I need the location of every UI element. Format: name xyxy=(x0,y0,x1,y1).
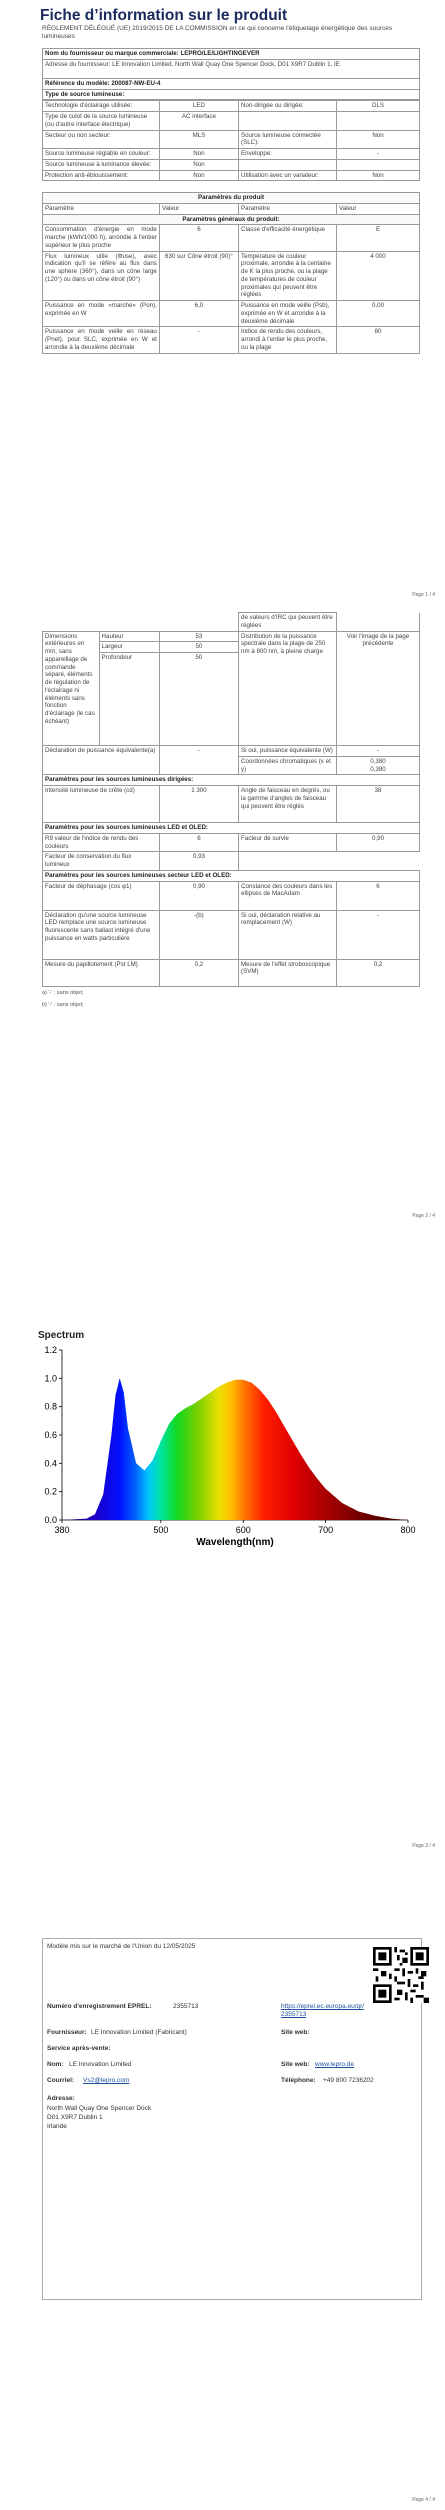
col-param-1: Paramètre xyxy=(43,203,160,214)
type-param-value: Non xyxy=(159,159,238,170)
type-param-label: Type de culot de la source lumineuse (ou d'autre interface électrique) xyxy=(43,112,160,131)
flicker-label: Mesure du papillotement (Pst LM) xyxy=(43,959,160,986)
footnote-a: a) '-' : sans objet; xyxy=(42,989,84,996)
type-table-row xyxy=(43,112,420,131)
param-label: Classe d'efficacité énergétique xyxy=(239,225,337,251)
height-label: Hauteur xyxy=(99,631,159,642)
document-title: Fiche d’information sur le produit xyxy=(40,7,288,24)
name-label: Nom: xyxy=(47,2061,64,2068)
type-param-value: LED xyxy=(159,101,238,112)
beam-angle-label: Angle de faisceau en degrés, ou la gamme d'angles de faisceau qui peuvent être réglés xyxy=(239,786,337,823)
page-number: Page 2 / 4 xyxy=(412,1213,435,1219)
y-tick-label: 1.2 xyxy=(44,1345,57,1355)
param-value: 6,0 xyxy=(159,301,238,327)
param-value: 80 xyxy=(337,327,420,353)
type-param-value: Non xyxy=(337,130,420,149)
website-link[interactable]: www.lepro.de xyxy=(315,2061,355,2068)
qr-code-icon xyxy=(373,1947,429,2003)
website2-label: Site web: xyxy=(281,2061,310,2068)
lumen-maint-label: Facteur de conservation du flux lumineux xyxy=(43,852,160,871)
col-value-2: Valeur xyxy=(337,203,420,214)
type-param-value: MLS xyxy=(159,130,238,149)
replacement-value: -(b) xyxy=(159,910,238,959)
page-4 xyxy=(0,1860,445,2510)
x-tick-label: 500 xyxy=(153,1525,169,1535)
param-value: 630 sur Cône étroit (90)° xyxy=(159,251,238,301)
macadam-value: 6 xyxy=(337,881,420,910)
y-tick-label: 0.2 xyxy=(44,1486,57,1497)
spectrum-title: Spectrum xyxy=(38,1330,85,1341)
y-tick-label: 0.8 xyxy=(44,1401,57,1412)
replacement-label: Déclaration qu'une source lumineuse LED remplace une source lumineuse fluorescente sans ballast intégré d'une puissance en watts particulière xyxy=(43,910,160,959)
param-label: Puissance en mode veille (Psb), exprimée en W et arrondie à la deuxième décimale xyxy=(239,301,337,327)
address-label: Adresse: xyxy=(47,2095,75,2102)
page-number: Page 3 / 4 xyxy=(412,1843,435,1849)
param-label: Flux lumineux utile (Φuse), avec indication qu'il se réfère au flux dans une sphère (360°), dans un cône large (120°) ou dans un cône étroit (90°) xyxy=(43,251,160,301)
param-label: Puissance en mode «marche» (Pon), exprimée en W xyxy=(43,301,160,327)
reference-row: Référence du modèle: 200087-NW-EU-4 xyxy=(43,78,420,89)
param-value: 6 xyxy=(159,225,238,251)
width-label: Largeur xyxy=(99,642,159,653)
type-param-label: Technologie d'éclairage utilisée: xyxy=(43,101,160,112)
col-param-2: Paramètre xyxy=(239,203,337,214)
param-label: Puissance en mode veille en réseau (Pnet), pour SLC, exprimée en W et arrondie à la deuxième décimale xyxy=(43,327,160,353)
product-params-table xyxy=(42,192,420,354)
type-param-value: Non xyxy=(159,149,238,160)
beam-angle-value: 38 xyxy=(337,786,420,823)
name-value: LE Innovation Limited xyxy=(69,2061,132,2068)
spectral-label: Distribution de la puissance spectrale dans la plage de 250 nm à 800 nm, à pleine charge xyxy=(239,631,337,746)
y-tick-label: 0.4 xyxy=(44,1458,57,1469)
address-row: Adresse du fournisseur: LE Innovation Limited, North Wall Quay One Spencer Dock, D01 X9R7 Dublin 1, IE xyxy=(43,59,420,78)
address-line-2: D01 X9R7 Dublin 1 xyxy=(47,2114,103,2121)
param-row xyxy=(43,251,420,301)
survival-label: Facteur de survie xyxy=(239,833,337,852)
type-table-row xyxy=(43,149,420,160)
param-row xyxy=(43,301,420,327)
type-table-row xyxy=(43,130,420,149)
y-tick-label: 0.0 xyxy=(44,1515,57,1525)
spectrum-chart xyxy=(38,1342,418,1547)
equiv-power2-label: Si oui, puissance équivalente (W) xyxy=(239,746,337,757)
light-source-type-table xyxy=(42,100,420,181)
param-label: Consommation d'énergie en mode marche (kWh/1000 h), arrondie à l'entier supérieur le plus proche xyxy=(43,225,160,251)
type-param-label: Secteur ou non secteur: xyxy=(43,130,160,149)
supplier-label: Fournisseur: xyxy=(47,2029,87,2036)
page-number: Page 1 / 4 xyxy=(412,592,435,598)
directional-heading: Paramètres pour les sources lumineuses dirigées: xyxy=(43,775,420,786)
supplier-value: LE Innovation Limited (Fabricant) xyxy=(91,2029,187,2036)
depth-value: 50 xyxy=(159,653,238,746)
email-label: Courriel: xyxy=(47,2077,75,2084)
address-line-3: Irlande xyxy=(47,2123,67,2130)
macadam-label: Constance des couleurs dans les ellipses de MacAdam xyxy=(239,881,337,910)
x-tick-label: 700 xyxy=(318,1525,334,1535)
type-param-label: Source lumineuse à luminance élevée: xyxy=(43,159,160,170)
stroboscopic-value: 0,2 xyxy=(337,959,420,986)
page-number: Page 4 / 4 xyxy=(412,2497,435,2503)
email-link[interactable]: Vs2@lepro.com xyxy=(83,2077,130,2084)
after-sales-label: Service après-vente: xyxy=(47,2045,111,2052)
replacement2-value: - xyxy=(337,910,420,959)
phone-label: Téléphone: xyxy=(281,2077,316,2084)
led-heading: Paramètres pour les sources lumineuses LED et OLED: xyxy=(43,823,420,834)
phase-value: 0,90 xyxy=(159,881,238,910)
eprel-number: 2355713 xyxy=(173,2003,199,2010)
type-param-value: Non xyxy=(159,170,238,181)
x-tick-label: 380 xyxy=(54,1525,70,1535)
param-label: Indice de rendu des couleurs, arrondi à l'entier le plus proche, ou la plage xyxy=(239,327,337,353)
dimensions-label: Dimensions extérieures en mm, sans appareillage de commande séparé, éléments de régulation de l'éclairage ni éléments sans fonction d'éclairage (le cas échéant) xyxy=(43,631,100,746)
eprel-label: Numéro d'enregistrement EPREL: xyxy=(47,2003,152,2010)
page-1 xyxy=(0,0,445,600)
chroma-value: 0,380 0,380 xyxy=(337,756,420,775)
peak-intensity-label: Intensité lumineuse de crête (cd) xyxy=(43,786,160,823)
col-value-1: Valeur xyxy=(159,203,238,214)
type-table-row xyxy=(43,170,420,181)
type-table-row xyxy=(43,101,420,112)
supplier-table xyxy=(42,48,420,181)
equiv-power2-value: - xyxy=(337,746,420,757)
type-row: Type de source lumineuse: xyxy=(43,89,420,100)
equiv-power-value: - xyxy=(159,746,238,775)
width-value: 50 xyxy=(159,642,238,653)
type-param-value: AC interface xyxy=(159,112,238,131)
continued-params-table xyxy=(42,612,420,1009)
peak-intensity-value: 1 300 xyxy=(159,786,238,823)
contact-box xyxy=(42,1938,422,2300)
param-row xyxy=(43,225,420,251)
equiv-power-text: Déclaration de puissance équivalente(a) xyxy=(45,747,156,754)
cri-continued: de valeurs d'IRC qui peuvent être réglées xyxy=(239,613,337,632)
param-value: - xyxy=(159,327,238,353)
chroma-label: Coordonnées chromatiques (x et y) xyxy=(239,756,337,775)
type-param-label: Non-dirigée ou dirigée: xyxy=(239,101,337,112)
page-2 xyxy=(0,600,445,1230)
replacement2-label: Si oui, déclaration relative au remplacement (W) xyxy=(239,910,337,959)
param-label: Température de couleur proximale, arrondie à la centaine de K la plus proche, ou la plage de températures de couleur proximales qui peuvent être réglées xyxy=(239,251,337,301)
eprel-link[interactable]: https://eprel.ec.europa.eu/qr/2355713 xyxy=(281,2003,365,2019)
general-params-heading: Paramètres généraux du produit: xyxy=(43,214,420,225)
type-param-value: - xyxy=(337,149,420,160)
x-tick-label: 800 xyxy=(400,1525,416,1535)
regulation-subtitle: RÈGLEMENT DÉLÉGUÉ (UE) 2019/2015 DE LA COMMISSION en ce qui concerne l'étiquetage énergétique des sources lumineuses xyxy=(42,25,393,41)
type-param-label xyxy=(239,159,337,170)
page-3 xyxy=(0,1230,445,1860)
product-params-heading: Paramètres du produit xyxy=(43,193,420,204)
stroboscopic-label: Mesure de l'effet stroboscopique (SVM) xyxy=(239,959,337,986)
type-param-value: DLS xyxy=(337,101,420,112)
website-label: Site web: xyxy=(281,2029,310,2036)
y-tick-label: 0.6 xyxy=(44,1430,57,1440)
spectral-value: Voir l'image de la page précédente xyxy=(337,631,420,746)
depth-label: Profondeur xyxy=(99,653,159,746)
height-value: 53 xyxy=(159,631,238,642)
address-line-1: North Wall Quay One Spencer Dock xyxy=(47,2105,152,2112)
phase-label: Facteur de déphasage (cos φ1) xyxy=(43,881,160,910)
type-param-value xyxy=(337,112,420,131)
mains-heading: Paramètres pour les sources lumineuses secteur LED et OLED: xyxy=(43,870,420,881)
param-value: 0,00 xyxy=(337,301,420,327)
flicker-value: 0,2 xyxy=(159,959,238,986)
type-param-value: Non xyxy=(337,170,420,181)
type-table-row xyxy=(43,159,420,170)
placed-on-market: Modèle mis sur le marché de l'Union du 12/05/2025 xyxy=(47,1943,196,1950)
type-param-label: Enveloppe: xyxy=(239,149,337,160)
x-tick-label: 600 xyxy=(235,1525,251,1535)
survival-value: 0,90 xyxy=(337,833,420,852)
param-value: 4 000 xyxy=(337,251,420,301)
spectrum-area xyxy=(62,1378,408,1520)
r9-label: R9 valeur de l'indice de rendu des couleurs xyxy=(43,833,160,852)
r9-value: 6 xyxy=(159,833,238,852)
supplier-row: Nom du fournisseur ou marque commerciale: LEPRO/LE/LIGHTINGEVER xyxy=(43,49,420,60)
param-row xyxy=(43,327,420,353)
footnote-b: b) '-' : sans objet; xyxy=(42,1002,84,1009)
type-param-label: Utilisation avec un variateur: xyxy=(239,170,337,181)
type-param-value xyxy=(337,159,420,170)
type-param-label: Source lumineuse connectée (SLC): xyxy=(239,130,337,149)
lumen-maint-value: 0,93 xyxy=(159,852,238,871)
type-param-label: Protection anti-éblouissement: xyxy=(43,170,160,181)
y-tick-label: 1.0 xyxy=(44,1373,57,1384)
type-param-label xyxy=(239,112,337,131)
phone-value: +49 800 7236202 xyxy=(323,2077,374,2084)
equiv-power-label xyxy=(43,746,160,775)
x-axis-label: Wavelength(nm) xyxy=(196,1537,274,1547)
param-value: E xyxy=(337,225,420,251)
type-param-label: Source lumineuse réglable en couleur: xyxy=(43,149,160,160)
